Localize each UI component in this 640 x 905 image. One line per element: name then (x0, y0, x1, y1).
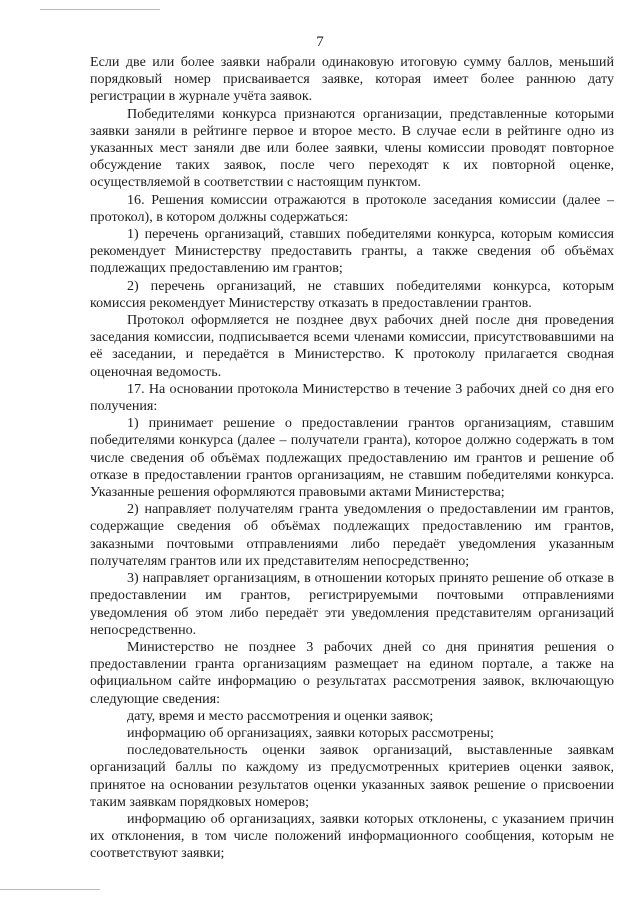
paragraph: информацию об организациях, заявки которых отклонены, с указанием причин их отклонения, в том числе положений информационного сообщения, которым не соответствуют заявки; (90, 810, 614, 862)
paragraph: 2) направляет получателям гранта уведомления о предоставлении им грантов, содержащие сведения об объёмах подлежащих предоставлению им грантов, заказными почтовыми отправлениями либо передаёт уведомления указанным получателям грантов или их представителям непосредственно; (90, 501, 614, 569)
paragraph: Если две или более заявки набрали одинаковую итоговую сумму баллов, меньший порядковый номер присваивается заявке, которая имеет более раннюю дату регистрации в журнале учёта заявок. (90, 54, 614, 105)
paragraph: 16. Решения комиссии отражаются в протоколе заседания комиссии (далее – протокол), в котором должны содержаться: (90, 191, 614, 225)
paragraph: дату, время и место рассмотрения и оценки заявок; (127, 707, 434, 724)
paragraph: Победителями конкурса признаются организации, представленные которыми заявки заняли в рейтинге первое и второе место. В случае если в рейтинге одно из указанных мест заняли две или более заявки, члены комиссии проводят повторное обсуждение таких заявок, после чего переходят к их повторной оценке, осуществляемой в соответствии с настоящим пунктом. (90, 105, 614, 191)
paragraph: последовательность оценки заявок организаций, выставленные заявкам организаций баллы по каждому из предусмотренных критериев оценки заявок, принятое на основании результатов оценки указанных заявок решение о присвоении таким заявкам порядковых номеров; (90, 742, 614, 810)
paragraph: Министерство не позднее 3 рабочих дней со дня принятия решения о предоставлении гранта организациям размещает на едином портале, а также на официальном сайте информацию о результатах рассмотрения заявок, включающую следующие сведения: (90, 638, 614, 707)
paragraph: Протокол оформляется не позднее двух рабочих дней после дня проведения заседания комиссии, подписывается всеми членами комиссии, присутствовавшими на её заседании, и передаётся в Министерство. К протоколу прилагается сводная оценочная ведомость. (90, 312, 614, 380)
paragraph: 1) принимает решение о предоставлении грантов организациям, ставшим победителями конкурса (далее – получатели гранта), которое должно содержать в том числе сведения об объёмах подлежащих предоставлению им грантов и решение об отказе в предоставлении грантов организациям, не ставшим победителями конкурса. Указанные решения оформляются правовыми актами Министерства; (90, 415, 614, 501)
page-number: 7 (316, 34, 324, 50)
scan-artifact-bottom (0, 889, 100, 890)
paragraph: 17. На основании протокола Министерство в течение 3 рабочих дней со дня его получения: (90, 380, 614, 415)
document-body (90, 54, 614, 863)
paragraph: 3) направляет организациям, в отношении которых принято решение об отказе в предоставлении им грантов, регистрируемыми почтовыми отправлениями уведомления об этом либо передаёт эти уведомления представителям организаций непосредственно. (90, 570, 614, 638)
scan-artifact-top (40, 9, 160, 10)
paragraph: информацию об организациях, заявки которых рассмотрены; (127, 724, 494, 741)
paragraph: 2) перечень организаций, не ставших победителями конкурса, которым комиссия рекомендует Министерству отказать в предоставлении грантов. (90, 277, 614, 311)
paragraph: 1) перечень организаций, ставших победителями конкурса, которым комиссия рекомендует Министерству предоставить гранты, а также сведения об объёмах подлежащих предоставлению им грантов; (90, 226, 614, 277)
